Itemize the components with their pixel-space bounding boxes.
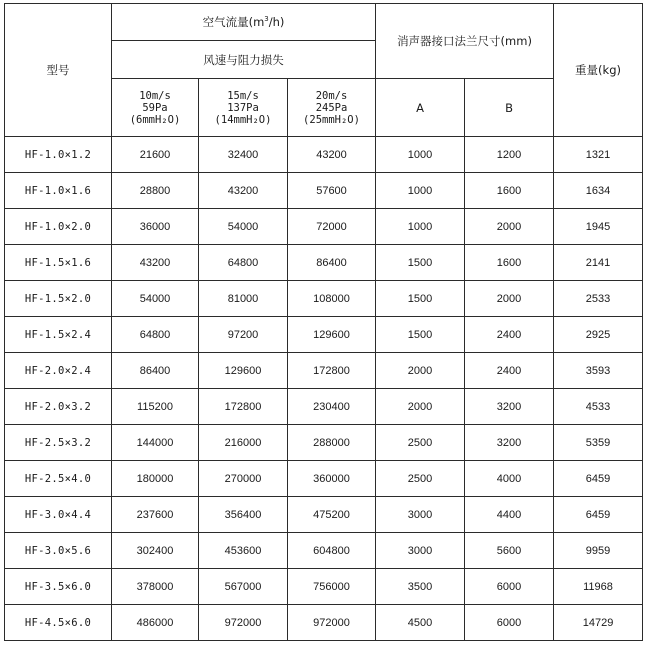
table-row — [5, 533, 643, 569]
pressure-pa: 137Pa — [227, 101, 259, 114]
flange-a-cell: 3500 — [376, 569, 465, 605]
model-cell: HF-1.0×1.2 — [5, 137, 112, 173]
flange-a-cell: 3000 — [376, 533, 465, 569]
flange-size-header: 消声器接口法兰尺寸(mm) — [376, 4, 554, 79]
table-row — [5, 245, 643, 281]
weight-cell: 11968 — [554, 569, 643, 605]
airflow-15-cell: 43200 — [199, 173, 288, 209]
pressure-pa: 59Pa — [142, 101, 168, 114]
weight-cell: 9959 — [554, 533, 643, 569]
flange-a-cell: 4500 — [376, 605, 465, 641]
speed-col-20 — [288, 79, 376, 137]
table-row — [5, 389, 643, 425]
airflow-15-cell: 270000 — [199, 461, 288, 497]
model-cell: HF-1.5×2.4 — [5, 317, 112, 353]
model-cell: HF-1.0×2.0 — [5, 209, 112, 245]
weight-cell: 1321 — [554, 137, 643, 173]
airflow-10-cell: 115200 — [112, 389, 199, 425]
weight-cell: 2925 — [554, 317, 643, 353]
table-header — [5, 4, 643, 137]
airflow-header-suffix: /h) — [268, 15, 285, 29]
flange-b-cell: 2400 — [465, 317, 554, 353]
weight-cell: 2533 — [554, 281, 643, 317]
speed-value: 15m/s — [227, 89, 259, 102]
flange-a-cell: 2000 — [376, 353, 465, 389]
airflow-20-cell: 604800 — [288, 533, 376, 569]
pressure-mmh2o: (6mmH₂O) — [129, 113, 181, 126]
airflow-15-cell: 54000 — [199, 209, 288, 245]
airflow-10-cell: 86400 — [112, 353, 199, 389]
airflow-10-cell: 180000 — [112, 461, 199, 497]
airflow-10-cell: 54000 — [112, 281, 199, 317]
weight-cell: 1634 — [554, 173, 643, 209]
model-cell: HF-2.5×4.0 — [5, 461, 112, 497]
flange-b-cell: 6000 — [465, 569, 554, 605]
model-cell: HF-2.0×3.2 — [5, 389, 112, 425]
airflow-10-cell: 486000 — [112, 605, 199, 641]
table-row — [5, 173, 643, 209]
speed-col-15 — [199, 79, 288, 137]
weight-header: 重量(kg) — [554, 4, 643, 137]
speed-value: 10m/s — [139, 89, 171, 102]
flange-a-cell: 3000 — [376, 497, 465, 533]
airflow-20-cell: 230400 — [288, 389, 376, 425]
flange-b-cell: 2000 — [465, 209, 554, 245]
airflow-header-prefix: 空气流量(m — [202, 15, 265, 29]
airflow-10-cell: 302400 — [112, 533, 199, 569]
flange-b-cell: 1600 — [465, 245, 554, 281]
airflow-10-cell: 378000 — [112, 569, 199, 605]
flange-a-cell: 2000 — [376, 389, 465, 425]
airflow-20-cell: 360000 — [288, 461, 376, 497]
model-cell: HF-3.0×4.4 — [5, 497, 112, 533]
airflow-15-cell: 453600 — [199, 533, 288, 569]
airflow-20-cell: 129600 — [288, 317, 376, 353]
airflow-20-cell: 57600 — [288, 173, 376, 209]
flange-a-cell: 2500 — [376, 425, 465, 461]
weight-cell: 2141 — [554, 245, 643, 281]
model-cell: HF-2.0×2.4 — [5, 353, 112, 389]
model-cell: HF-3.5×6.0 — [5, 569, 112, 605]
airflow-20-cell: 972000 — [288, 605, 376, 641]
flange-b-cell: 4000 — [465, 461, 554, 497]
model-cell: HF-3.0×5.6 — [5, 533, 112, 569]
airflow-10-cell: 21600 — [112, 137, 199, 173]
airflow-20-cell: 108000 — [288, 281, 376, 317]
table-row — [5, 605, 643, 641]
model-cell: HF-4.5×6.0 — [5, 605, 112, 641]
table-row — [5, 353, 643, 389]
airflow-10-cell: 237600 — [112, 497, 199, 533]
airflow-20-cell: 288000 — [288, 425, 376, 461]
weight-cell: 6459 — [554, 461, 643, 497]
airflow-10-cell: 64800 — [112, 317, 199, 353]
table-row — [5, 137, 643, 173]
airflow-15-cell: 172800 — [199, 389, 288, 425]
pressure-pa: 245Pa — [315, 101, 348, 114]
table-row — [5, 425, 643, 461]
airflow-15-cell: 972000 — [199, 605, 288, 641]
flange-b-cell: 1200 — [465, 137, 554, 173]
flange-b-cell: 3200 — [465, 389, 554, 425]
airflow-10-cell: 36000 — [112, 209, 199, 245]
model-cell: HF-1.0×1.6 — [5, 173, 112, 209]
airflow-20-cell: 86400 — [288, 245, 376, 281]
table-row — [5, 497, 643, 533]
flange-b-cell: 2400 — [465, 353, 554, 389]
airflow-15-cell: 567000 — [199, 569, 288, 605]
speed-loss-header: 风速与阻力损失 — [112, 41, 376, 79]
model-cell: HF-2.5×3.2 — [5, 425, 112, 461]
table-row — [5, 281, 643, 317]
airflow-20-cell: 72000 — [288, 209, 376, 245]
flange-a-cell: 1000 — [376, 173, 465, 209]
flange-a-cell: 1500 — [376, 317, 465, 353]
flange-a-header: A — [376, 79, 465, 137]
weight-cell: 5359 — [554, 425, 643, 461]
weight-cell: 1945 — [554, 209, 643, 245]
weight-cell: 3593 — [554, 353, 643, 389]
airflow-10-cell: 43200 — [112, 245, 199, 281]
table-body — [5, 137, 643, 641]
speed-value: 20m/s — [315, 89, 348, 102]
silencer-spec-table — [4, 3, 643, 641]
model-cell: HF-1.5×1.6 — [5, 245, 112, 281]
pressure-mmh2o: (25mmH₂O) — [303, 113, 360, 126]
airflow-20-cell: 172800 — [288, 353, 376, 389]
table-row — [5, 209, 643, 245]
flange-b-cell: 5600 — [465, 533, 554, 569]
flange-b-cell: 3200 — [465, 425, 554, 461]
table-row — [5, 569, 643, 605]
table-row — [5, 317, 643, 353]
airflow-20-cell: 43200 — [288, 137, 376, 173]
flange-b-header: B — [465, 79, 554, 137]
flange-a-cell: 1000 — [376, 137, 465, 173]
flange-b-cell: 2000 — [465, 281, 554, 317]
weight-cell: 14729 — [554, 605, 643, 641]
airflow-15-cell: 216000 — [199, 425, 288, 461]
flange-b-cell: 1600 — [465, 173, 554, 209]
airflow-15-cell: 81000 — [199, 281, 288, 317]
flange-a-cell: 1500 — [376, 281, 465, 317]
model-header: 型号 — [5, 4, 112, 137]
pressure-mmh2o: (14mmH₂O) — [214, 113, 272, 126]
airflow-15-cell: 32400 — [199, 137, 288, 173]
flange-b-cell: 4400 — [465, 497, 554, 533]
airflow-20-cell: 475200 — [288, 497, 376, 533]
weight-cell: 6459 — [554, 497, 643, 533]
airflow-15-cell: 129600 — [199, 353, 288, 389]
airflow-15-cell: 64800 — [199, 245, 288, 281]
airflow-15-cell: 356400 — [199, 497, 288, 533]
airflow-20-cell: 756000 — [288, 569, 376, 605]
speed-col-10 — [112, 79, 199, 137]
airflow-15-cell: 97200 — [199, 317, 288, 353]
airflow-10-cell: 28800 — [112, 173, 199, 209]
model-cell: HF-1.5×2.0 — [5, 281, 112, 317]
weight-cell: 4533 — [554, 389, 643, 425]
flange-b-cell: 6000 — [465, 605, 554, 641]
airflow-10-cell: 144000 — [112, 425, 199, 461]
flange-a-cell: 1000 — [376, 209, 465, 245]
flange-a-cell: 1500 — [376, 245, 465, 281]
flange-a-cell: 2500 — [376, 461, 465, 497]
airflow-header-exponent: 3 — [264, 15, 269, 24]
table-row — [5, 461, 643, 497]
airflow-header — [112, 4, 376, 41]
